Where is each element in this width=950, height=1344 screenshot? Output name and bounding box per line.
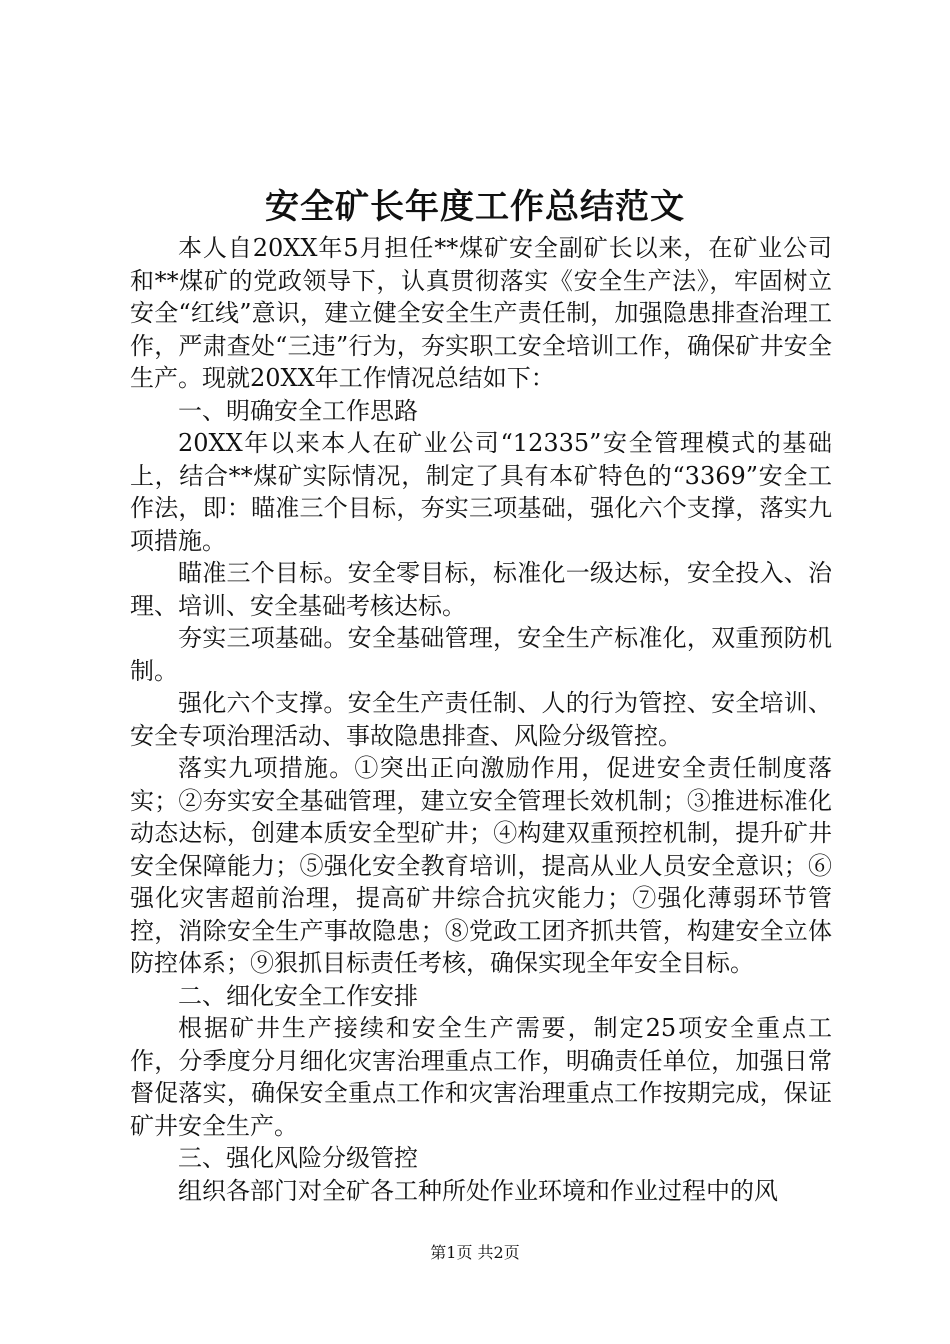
paragraph-intro: 本人自20XX年5月担任**煤矿安全副矿长以来，在矿业公司和**煤矿的党政领导下，认真贯彻落实《安全生产法》，牢固树立安全“红线”意识，建立健全安全生产责任制，加强隐患排查治理工作，严肃查处“三违”行为，夯实职工安全培训工作，确保矿井安全生产。现就20XX年工作情况总结如下： xyxy=(130,234,832,392)
page-footer: 第1页 共2页 xyxy=(430,1243,520,1262)
paragraph: 夯实三项基础。安全基础管理，安全生产标准化，双重预防机制。 xyxy=(130,624,832,685)
paragraph: 瞄准三个目标。安全零目标，标准化一级达标，安全投入、治理、培训、安全基础考核达标。 xyxy=(130,559,832,620)
document-title: 安全矿长年度工作总结范文 xyxy=(265,187,685,227)
section-heading-3: 三、强化风险分级管控 xyxy=(178,1144,418,1172)
section-heading-1: 一、明确安全工作思路 xyxy=(178,396,418,425)
paragraph: 强化六个支撑。安全生产责任制、人的行为管控、安全培训、安全专项治理活动、事故隐患排查、风险分级管控。 xyxy=(130,689,832,750)
document-body xyxy=(130,232,832,1207)
section-heading-2: 二、细化安全工作安排 xyxy=(178,981,418,1010)
paragraph: 20XX年以来本人在矿业公司“12335”安全管理模式的基础上，结合**煤矿实际情况，制定了具有本矿特色的“3369”安全工作法，即：瞄准三个目标，夯实三项基础，强化六个支撑，落实九项措施。 xyxy=(130,429,832,555)
paragraph: 组织各部门对全矿各工种所处作业环境和作业过程中的风 xyxy=(178,1176,778,1205)
paragraph: 根据矿井生产接续和安全生产需要，制定25项安全重点工作，分季度分月细化灾害治理重点工作，明确责任单位，加强日常督促落实，确保安全重点工作和灾害治理重点工作按期完成，保证矿井安全生产。 xyxy=(130,1014,832,1140)
paragraph: 落实九项措施。①突出正向激励作用，促进安全责任制度落实；②夯实安全基础管理，建立安全管理长效机制；③推进标准化动态达标，创建本质安全型矿井；④构建双重预控机制，提升矿井安全保障能力；⑤强化安全教育培训，提高从业人员安全意识；⑥强化灾害超前治理，提高矿井综合抗灾能力；⑦强化薄弱环节管控，消除安全生产事故隐患；⑧党政工团齐抓共管，构建安全立体防控体系；⑨狠抓目标责任考核，确保实现全年安全目标。 xyxy=(130,754,832,977)
